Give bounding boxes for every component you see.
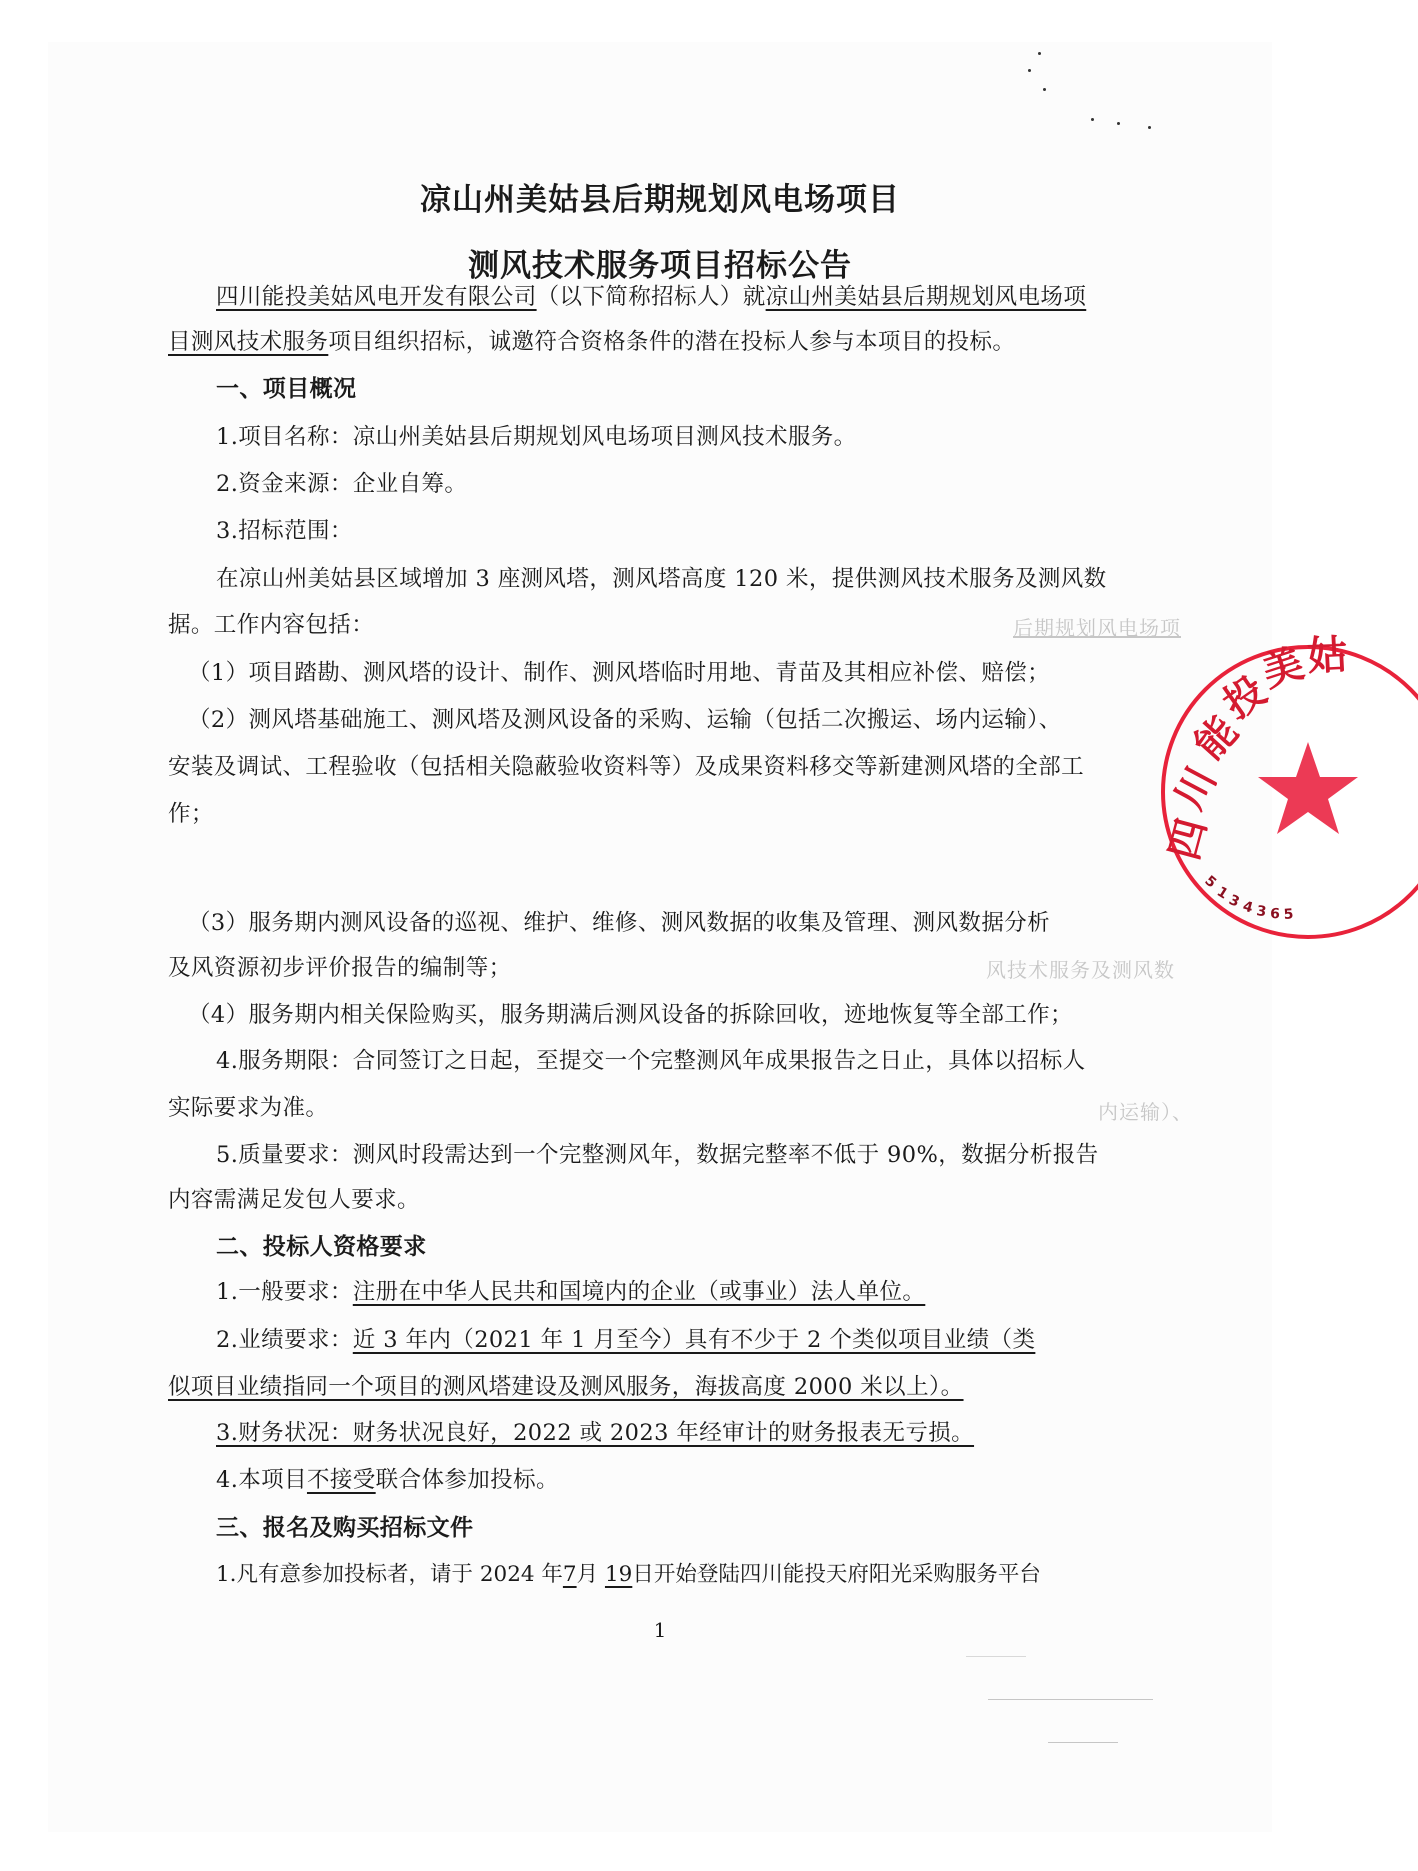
s1-item-4b: 实际要求为准。	[168, 1095, 329, 1121]
company-seal	[1158, 622, 1349, 962]
req-text: 联合体参加投标。	[375, 1467, 559, 1493]
s2-req-3	[216, 1418, 974, 1448]
s1-item-2: 2.资金来源：企业自筹。	[216, 471, 468, 497]
req-label: 1.一般要求：	[216, 1279, 353, 1305]
bleed-through-mark	[1048, 1722, 1118, 1743]
s1-item-5a: 5.质量要求：测风时段需达到一个完整测风年，数据完整率不低于 90%，数据分析报告	[216, 1142, 1099, 1168]
scan-speck	[1117, 122, 1120, 125]
bleed-through-mark	[988, 1677, 1153, 1700]
svg-text:6: 6	[1269, 906, 1281, 923]
req-text: 4.本项目	[216, 1467, 307, 1493]
svg-text:5: 5	[1283, 906, 1295, 923]
s3-item-1	[216, 1560, 1041, 1590]
s1-work-3a: （3）服务期内测风设备的巡视、维护、维修、测风数据的收集及管理、测风数据分析	[188, 910, 1051, 936]
project-name-b: 目测风技术服务	[168, 329, 329, 355]
svg-text:5: 5	[1201, 872, 1220, 892]
scan-speck	[1038, 52, 1041, 55]
s1-item-3: 3.招标范围：	[216, 518, 353, 544]
bidder-org: 四川能投美姑风电开发有限公司	[216, 284, 537, 310]
bleed-through-text: 后期规划风电场项	[1013, 616, 1181, 640]
page-number: 1	[653, 1618, 667, 1642]
section-1-heading: 一、项目概况	[216, 376, 357, 402]
scan-speck	[1028, 69, 1031, 72]
title-line-2: 测风技术服务项目招标公告	[468, 248, 852, 284]
s1-scope-b: 据。工作内容包括：	[168, 612, 375, 638]
bleed-through-text: 风技术服务及测风数	[986, 958, 1175, 982]
s1-item-5b: 内容需满足发包人要求。	[168, 1187, 420, 1213]
s1-work-2c: 作；	[168, 801, 214, 827]
intro-text: （以下简称招标人）就	[536, 284, 766, 310]
req-label: 2.业绩要求：	[216, 1327, 353, 1353]
scan-speck	[1148, 126, 1151, 129]
svg-text:川: 川	[1166, 759, 1226, 817]
svg-text:四: 四	[1161, 814, 1217, 865]
svg-text:姑: 姑	[1306, 631, 1349, 680]
s3-text: 1.凡有意参加投标者，请于 2024 年	[216, 1562, 563, 1587]
s3-text: 月	[576, 1562, 599, 1587]
s3-day: 19	[604, 1562, 633, 1587]
svg-text:3: 3	[1255, 903, 1268, 921]
s2-req-2b	[168, 1372, 964, 1402]
req-text: 注册在中华人民共和国境内的企业（或事业）法人单位。	[352, 1279, 926, 1305]
document-page	[48, 42, 1349, 1832]
svg-text:4: 4	[1240, 898, 1255, 917]
svg-text:美: 美	[1256, 640, 1310, 697]
s1-work-3b: 及风资源初步评价报告的编制等；	[168, 955, 512, 981]
s1-scope-a: 在凉山州美姑县区域增加 3 座测风塔，测风塔高度 120 米，提供测风技术服务及测风数	[216, 566, 1107, 592]
intro-line-2	[168, 327, 1015, 357]
s1-work-2a: （2）测风塔基础施工、测风塔及测风设备的采购、运输（包括二次搬运、场内运输）、	[188, 707, 1062, 733]
s2-req-4	[216, 1465, 559, 1495]
s1-work-4: （4）服务期内相关保险购买，服务期满后测风设备的拆除回收，迹地恢复等全部工作；	[188, 1002, 1073, 1028]
scan-speck	[1043, 88, 1046, 91]
section-2-heading: 二、投标人资格要求	[216, 1234, 427, 1260]
req-text: 3.财务状况：财务状况良好，2022 或 2023 年经审计的财务报表无亏损。	[216, 1420, 975, 1446]
s1-work-2b: 安装及调试、工程验收（包括相关隐蔽验收资料等）及成果资料移交等新建测风塔的全部工	[168, 754, 1085, 780]
svg-text:1: 1	[1213, 883, 1231, 903]
project-name-a: 凉山州美姑县后期规划风电场项	[765, 284, 1087, 310]
intro-text-2: 项目组织招标，诚邀符合资格条件的潜在投标人参与本项目的投标。	[328, 329, 1016, 355]
req-text-underlined: 不接受	[306, 1467, 376, 1493]
title-line-1: 凉山州美姑县后期规划风电场项目	[420, 182, 900, 218]
bleed-through-mark	[966, 1632, 1026, 1657]
svg-text:能: 能	[1186, 708, 1248, 769]
section-3-heading: 三、报名及购买招标文件	[216, 1515, 474, 1541]
svg-text:投: 投	[1215, 667, 1275, 729]
s2-req-2a	[216, 1325, 1035, 1355]
req-text: 似项目业绩指同一个项目的测风塔建设及测风服务，海拔高度 2000 米以上）。	[168, 1374, 964, 1400]
s1-item-1: 1.项目名称：凉山州美姑县后期规划风电场项目测风技术服务。	[216, 424, 857, 450]
s3-text: 日开始登陆四川能投天府阳光采购服务平台	[632, 1562, 1041, 1587]
s3-month: 7	[562, 1562, 577, 1587]
s1-item-4a: 4.服务期限：合同签订之日起，至提交一个完整测风年成果报告之日止，具体以招标人	[216, 1048, 1086, 1074]
intro-line-1	[216, 282, 1086, 312]
bleed-through-text: 内运输）、	[1098, 1100, 1193, 1124]
seal-stamp-icon	[1158, 622, 1418, 962]
s2-req-1	[216, 1277, 925, 1307]
req-text: 近 3 年内（2021 年 1 月至今）具有不少于 2 个类似项目业绩（类	[352, 1327, 1036, 1353]
svg-text:3: 3	[1226, 892, 1242, 911]
s1-work-1: （1）项目踏勘、测风塔的设计、制作、测风塔临时用地、青苗及其相应补偿、赔偿；	[188, 660, 1051, 686]
scan-speck	[1091, 118, 1094, 121]
